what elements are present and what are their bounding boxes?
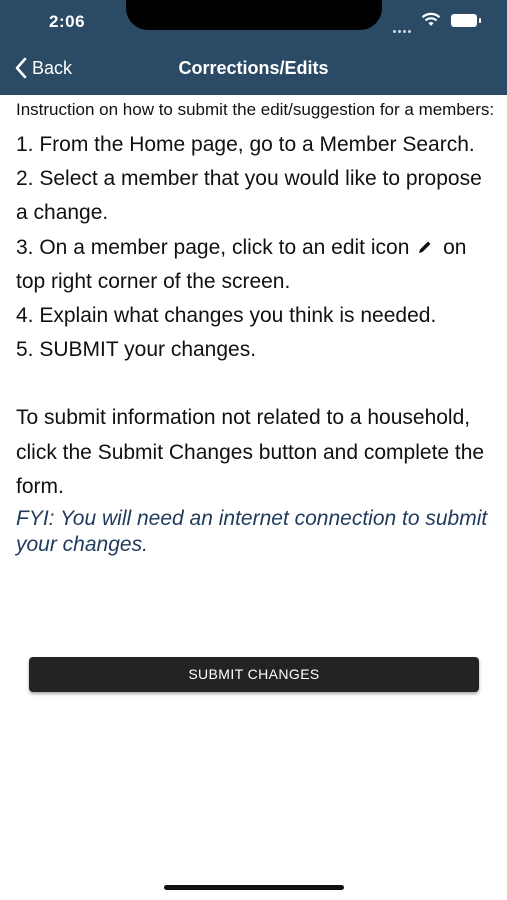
step-4: 4. Explain what changes you think is needed.	[16, 304, 437, 328]
instructions-content	[16, 100, 496, 558]
wifi-icon	[421, 12, 441, 28]
battery-icon	[451, 14, 477, 27]
device-notch	[126, 0, 382, 30]
fyi-note: FYI: You will need an internet connection to submit your changes.	[16, 507, 488, 557]
cellular-signal-icon	[393, 20, 413, 38]
step-3	[16, 231, 496, 299]
status-time: 2:06	[49, 12, 86, 31]
spacer	[16, 367, 496, 401]
pencil-edit-icon	[417, 239, 433, 255]
instruction-steps	[16, 128, 496, 367]
home-indicator	[164, 885, 344, 890]
submit-changes-button[interactable]: SUBMIT CHANGES	[29, 657, 479, 692]
submit-note: To submit information not related to a household, click the Submit Changes button and complete the form.	[16, 406, 485, 498]
page-title: Corrections/Edits	[178, 58, 329, 78]
step-5: 5. SUBMIT your changes.	[16, 338, 257, 362]
step-3-text-b: on top right corner of the screen.	[16, 235, 467, 293]
navigation-bar	[0, 46, 507, 90]
back-label: Back	[32, 57, 73, 78]
status-bar	[0, 0, 507, 46]
step-3-text-a: 3. On a member page, click to an edit icon	[16, 235, 410, 259]
step-1: 1. From the Home page, go to a Member Search.	[16, 133, 475, 156]
instructions-intro: Instruction on how to submit the edit/suggestion for a members:	[16, 100, 495, 119]
app-header	[0, 0, 507, 95]
step-2: 2. Select a member that you would like to propose a change.	[16, 167, 482, 225]
status-icons	[393, 12, 483, 32]
